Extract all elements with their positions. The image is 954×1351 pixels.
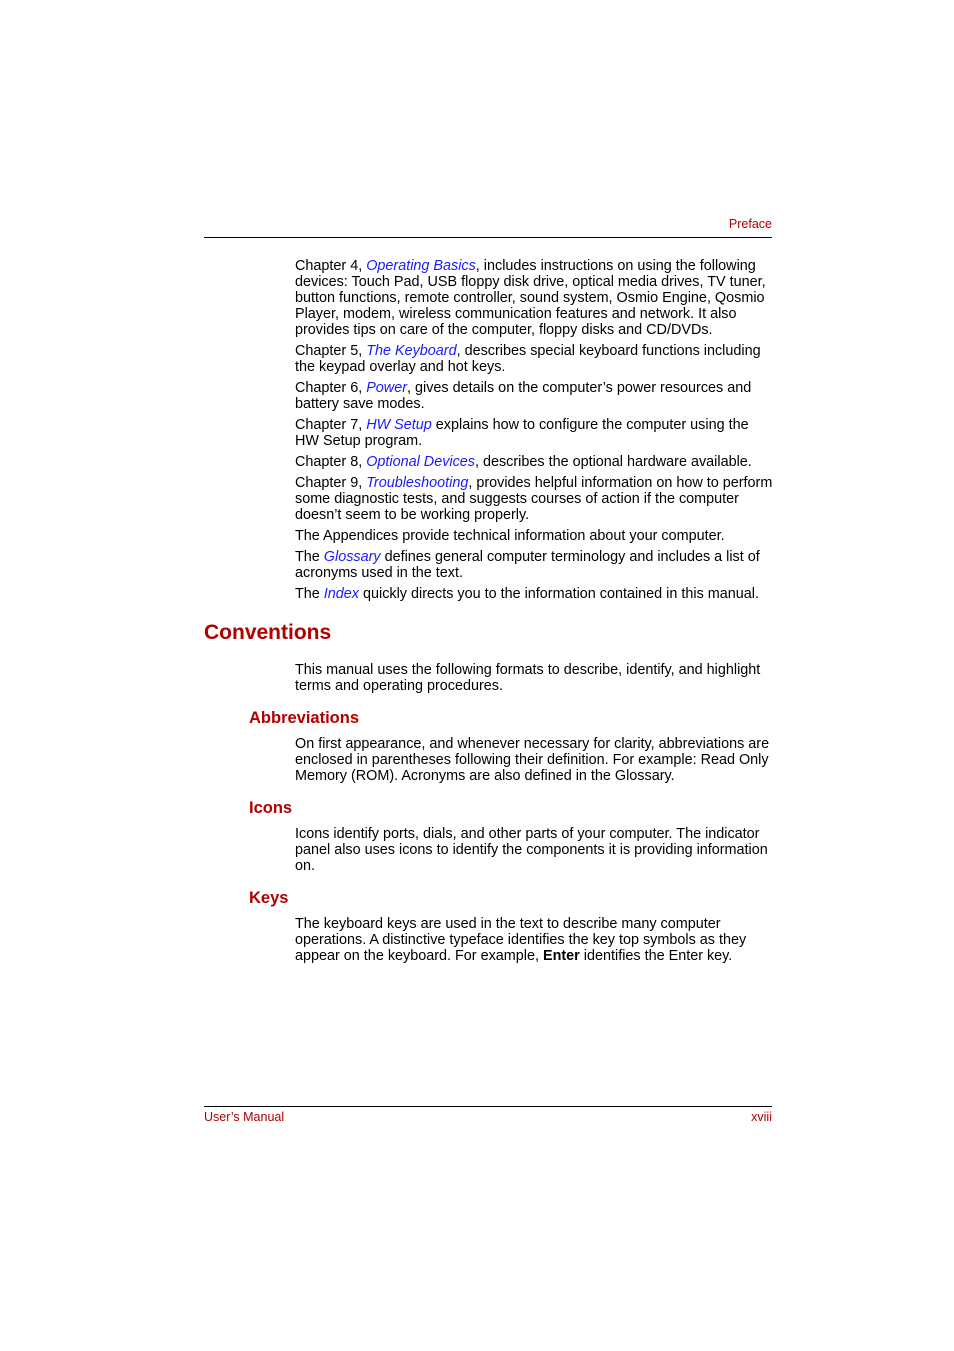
abbreviations-heading: Abbreviations [249, 709, 360, 727]
abbreviations-section [295, 736, 775, 789]
link-index[interactable]: Index [323, 586, 360, 602]
chapter-item: Chapter 6, Power, gives details on the computer’s power resources and battery save modes. [295, 380, 752, 412]
header-section-title: Preface [728, 217, 772, 231]
abbreviations-text: On first appearance, and whenever necessary for clarity, abbreviations are enclosed in parentheses following their definition. For example: Read Only Memory (ROM). Acronyms are also defined in the Glossary. [295, 736, 770, 784]
conventions-intro-text: This manual uses the following formats to describe, identify, and highlight terms and operating procedures. [295, 662, 761, 694]
footer-rule [204, 1106, 772, 1107]
link-troubleshooting[interactable]: Troubleshooting [366, 475, 469, 491]
conventions-heading: Conventions [204, 621, 332, 644]
keys-text: The keyboard keys are used in the text to describe many computer operations. A distinctive typeface identifies the key top symbols as they appear on the keyboard. For example, Enter identifies the Enter key. [295, 916, 747, 964]
index-text: The Index quickly directs you to the information contained in this manual. [295, 586, 759, 602]
chapter-item: Chapter 5, The Keyboard, describes special keyboard functions including the keypad overlay and hot keys. [295, 343, 761, 375]
link-operating-basics[interactable]: Operating Basics [366, 258, 476, 274]
glossary-text: The Glossary defines general computer terminology and includes a list of acronyms used in the text. [295, 549, 760, 581]
chapter-item: Chapter 8, Optional Devices, describes the optional hardware available. [295, 454, 752, 470]
appendices-text: The Appendices provide technical information about your computer. [295, 528, 725, 544]
header-rule [204, 237, 772, 238]
link-power[interactable]: Power [366, 380, 407, 396]
icons-text: Icons identify ports, dials, and other parts of your computer. The indicator panel also uses icons to identify the components it is providing information on. [295, 826, 768, 874]
chapter-item: Chapter 9, Troubleshooting, provides helpful information on how to perform some diagnostic tests, and suggests courses of action if the computer doesn’t seem to be working properly. [295, 475, 773, 523]
chapter-list [295, 258, 775, 607]
chapter-item: Chapter 4, Operating Basics, includes instructions on using the following devices: Touch Pad, USB floppy disk drive, optical media drives, TV tuner, button functions, remote controller, sound system, Osmio Engine, Qosmio Player, modem, wireless communication features and network. It also provides tips on care of the computer, floppy disks and CD/DVDs. [295, 258, 766, 338]
icons-heading: Icons [249, 799, 293, 817]
link-the-keyboard[interactable]: The Keyboard [366, 343, 457, 359]
enter-key-label: Enter [543, 948, 580, 964]
footer-manual-title: User’s Manual [204, 1110, 285, 1124]
page-number: xviii [751, 1110, 772, 1124]
chapter-item: Chapter 7, HW Setup explains how to configure the computer using the HW Setup program. [295, 417, 749, 449]
keys-section [295, 916, 775, 969]
conventions-intro [295, 662, 775, 699]
link-glossary[interactable]: Glossary [323, 549, 381, 565]
keys-heading: Keys [249, 889, 289, 907]
icons-section [295, 826, 775, 879]
link-optional-devices[interactable]: Optional Devices [366, 454, 475, 470]
link-hw-setup[interactable]: HW Setup [366, 417, 432, 433]
